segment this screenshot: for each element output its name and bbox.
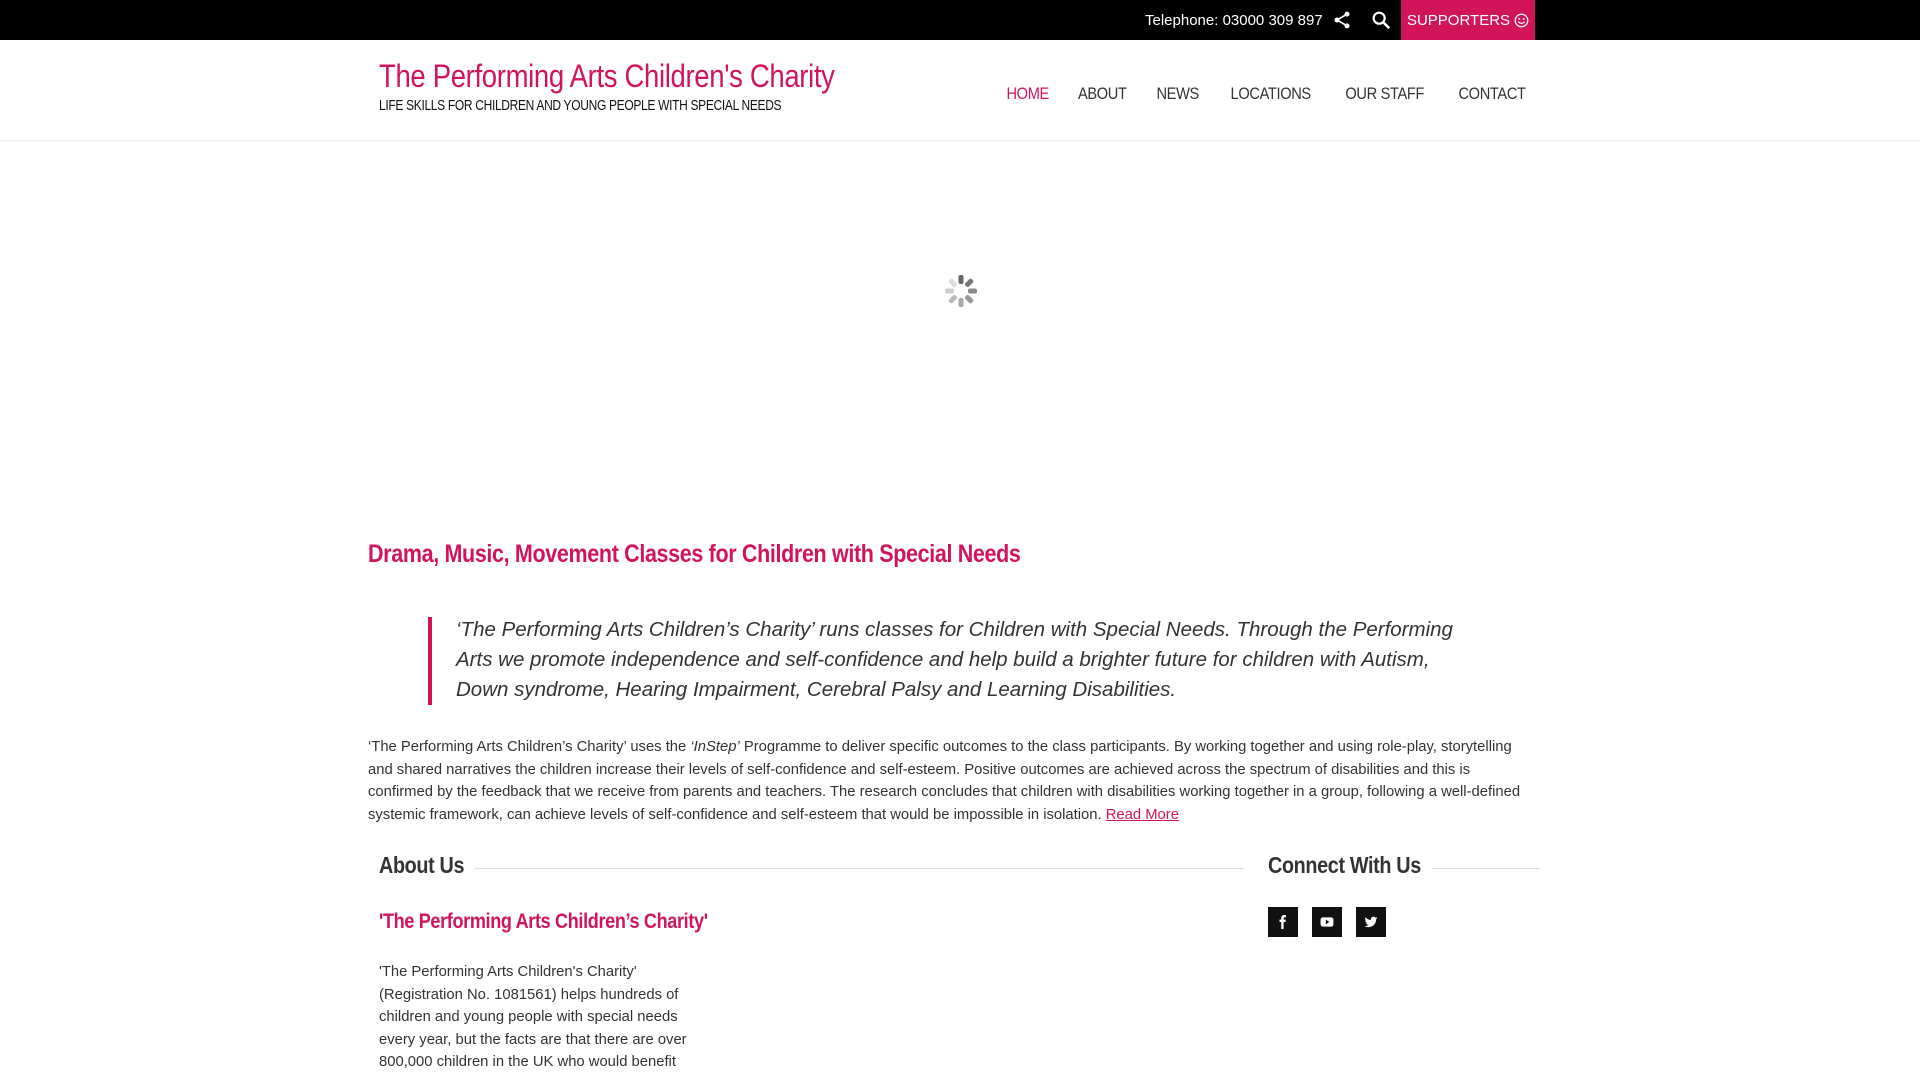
divider (465, 868, 1244, 869)
about-subheading: 'The Performing Arts Children’s Charity' (379, 910, 708, 933)
intro-body (368, 736, 1538, 826)
loading-spinner-icon (944, 274, 978, 308)
connect-section-header (1268, 852, 1540, 882)
youtube-icon (1320, 915, 1334, 929)
body-text-start: ‘The Performing Arts Children’s Charity’ uses the (368, 739, 691, 755)
site-tagline: LIFE SKILLS FOR CHILDREN AND YOUNG PEOPLE WITH SPECIAL NEEDS (379, 97, 782, 114)
nav-item-locations[interactable]: LOCATIONS (1230, 84, 1311, 103)
nav-item-home[interactable]: HOME (1006, 84, 1049, 103)
about-heading: About Us (379, 852, 474, 879)
youtube-button[interactable] (1312, 907, 1342, 937)
supporters-label: SUPPORTERS (1406, 11, 1511, 29)
intro-quote (428, 617, 1470, 705)
instep-emphasis: ‘InStep’ (690, 739, 740, 755)
quote-text: ‘The Performing Arts Children’s Charity’ runs classes for Children with Special Needs. Through the Performing Arts we promote independence and self-confidence and help build a brighter future for children with Autism, Down syndrome, Hearing Impairment, Cerebral Palsy and Learning Disabilities. (456, 618, 1453, 701)
share-icon[interactable] (1332, 10, 1352, 30)
connect-heading: Connect With Us (1268, 852, 1431, 879)
divider (1415, 868, 1540, 869)
main-nav (1003, 84, 1531, 104)
about-section-header (379, 852, 1244, 882)
site-title[interactable]: The Performing Arts Children's Charity (379, 58, 835, 94)
smile-icon (1514, 13, 1529, 28)
search-icon[interactable] (1370, 9, 1392, 31)
body-text-rest: Programme to deliver specific outcomes to the class participants. By working together and using role-play, storytelling and shared narratives the children increase their levels of self-confidence and self-esteem. Positive outcomes are achieved across the spectrum of disabilities and this is confirmed by the feedback that we receive from parents and teachers. The research concludes that children with disabilities working together in a group, following a well-defined systemic framework, can achieve levels of self-confidence and self-esteem that would be impossible in isolation. (368, 739, 1521, 823)
nav-item-news[interactable]: NEWS (1156, 84, 1199, 103)
facebook-icon (1276, 915, 1290, 929)
twitter-button[interactable] (1356, 907, 1386, 937)
about-text: 'The Performing Arts Children's Charity' (Registration No. 1081561) helps hundreds of children and young people with special needs every year, but the facts are that there are over 800,000 children in the UK who would benefit (379, 964, 687, 1070)
facebook-button[interactable] (1268, 907, 1298, 937)
top-bar (0, 0, 1920, 40)
intro-heading: Drama, Music, Movement Classes for Children with Special Needs (368, 540, 1021, 568)
site-header (0, 40, 1920, 141)
social-links (1268, 907, 1386, 937)
read-more-link[interactable]: Read More (1105, 806, 1179, 823)
twitter-icon (1364, 915, 1378, 929)
nav-item-contact[interactable]: CONTACT (1458, 84, 1526, 103)
nav-item-our-staff[interactable]: OUR STAFF (1345, 84, 1425, 103)
telephone-text[interactable]: Telephone: 03000 309 897 (1145, 12, 1323, 29)
nav-item-about[interactable]: ABOUT (1078, 84, 1127, 103)
supporters-button[interactable] (1401, 0, 1535, 40)
